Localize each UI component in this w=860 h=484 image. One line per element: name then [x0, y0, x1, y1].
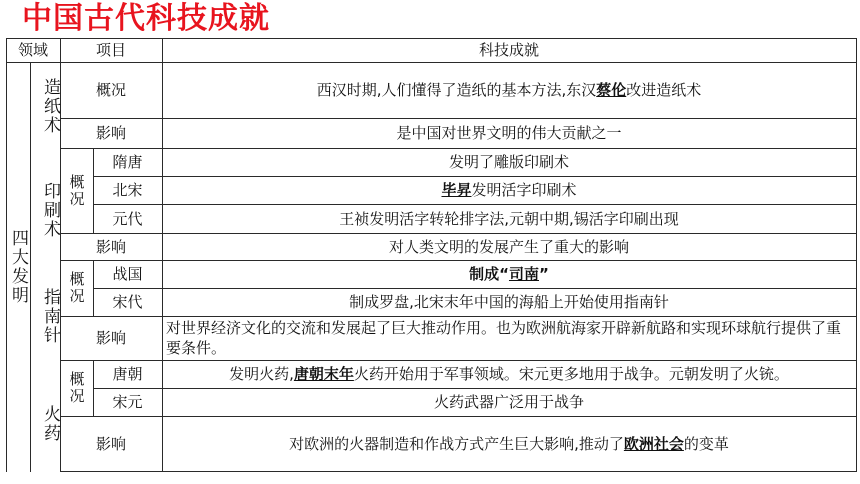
- compass-impact: 对世界经济文化的交流和发展起了巨大推动作用。也为欧洲航海家开辟新航路和实现环球航行提供了重要条件。: [166, 319, 842, 357]
- gunpowder-text-1: [162, 360, 856, 388]
- invention-printing: 印刷术: [40, 181, 60, 239]
- compass-period-1: 战国: [112, 265, 143, 283]
- compass-text-1: [162, 260, 856, 288]
- printing-keyword: 毕昇: [441, 181, 472, 199]
- gunpowder-impact-pre: 对欧洲的火器制造和作战方式产生巨大影响,推动了: [289, 434, 624, 453]
- gunpowder-keyword: 唐朝末年: [293, 365, 354, 383]
- invention-papermaking: 造纸术: [40, 77, 60, 135]
- papermaking-overview-label: 概况: [95, 81, 126, 99]
- table-right-border: [856, 38, 857, 472]
- gunpowder-text-1-pre: 发明火药,: [229, 365, 294, 383]
- compass-period-2: 宋代: [112, 293, 143, 311]
- gunpowder-text-1-post: 火药开始用于军事领域。宋元更多地用于战争。元朝发明了火铳。: [353, 365, 789, 383]
- header-achievement: 科技成就: [478, 41, 539, 59]
- gunpowder-impact-post: 的变革: [683, 434, 729, 453]
- invention-compass: 指南针: [40, 287, 60, 345]
- printing-text-1: 发明了雕版印刷术: [448, 153, 569, 171]
- papermaking-impact: 是中国对世界文明的伟大贡献之一: [396, 124, 622, 142]
- papermaking-overview-post: 改进造纸术: [626, 81, 702, 99]
- gunpowder-text-2: 火药武器广泛用于战争: [433, 393, 584, 411]
- printing-period-2: 北宋: [112, 181, 143, 199]
- gunpowder-impact-label: 影响: [95, 434, 126, 453]
- papermaking-overview-pre: 西汉时期,人们懂得了造纸的基本方法,东汉: [316, 81, 597, 99]
- compass-keyword: 司南: [508, 265, 539, 283]
- printing-period-1: 隋唐: [112, 153, 143, 171]
- printing-impact: 对人类文明的发展产生了重大的影响: [388, 237, 629, 256]
- printing-impact-label: 影响: [95, 237, 126, 256]
- papermaking-impact-label: 影响: [95, 124, 126, 142]
- gunpowder-impact: [162, 416, 856, 471]
- compass-text-1-pre: 制成“: [469, 265, 509, 283]
- gunpowder-period-2: 宋元: [112, 393, 143, 411]
- header-field: 领域: [17, 41, 48, 59]
- compass-overview-label: 概况: [67, 271, 86, 305]
- gunpowder-impact-keyword: 欧洲社会: [623, 434, 684, 453]
- printing-text-2: [162, 176, 856, 204]
- papermaking-keyword: 蔡伦: [596, 81, 627, 99]
- compass-impact-label: 影响: [95, 329, 126, 347]
- printing-text-2-post: 发明活字印刷术: [471, 181, 577, 199]
- printing-period-3: 元代: [112, 209, 143, 228]
- table-bottom-border: [60, 471, 856, 472]
- gunpowder-period-1: 唐朝: [112, 365, 143, 383]
- compass-text-1-post: ”: [539, 265, 549, 283]
- gunpowder-overview-label: 概况: [67, 371, 86, 405]
- header-item: 项目: [95, 41, 126, 59]
- printing-text-3: 王祯发明活字转轮排字法,元朝中期,锡活字印刷出现: [339, 209, 679, 228]
- page-title: 中国古代科技成就: [22, 1, 270, 36]
- compass-text-2: 制成罗盘,北宋末年中国的海船上开始使用指南针: [349, 293, 669, 311]
- papermaking-overview: [162, 62, 856, 118]
- invention-gunpowder: 火药: [40, 405, 60, 443]
- printing-overview-label: 概况: [67, 173, 86, 208]
- category-label: 四大发明: [8, 229, 28, 305]
